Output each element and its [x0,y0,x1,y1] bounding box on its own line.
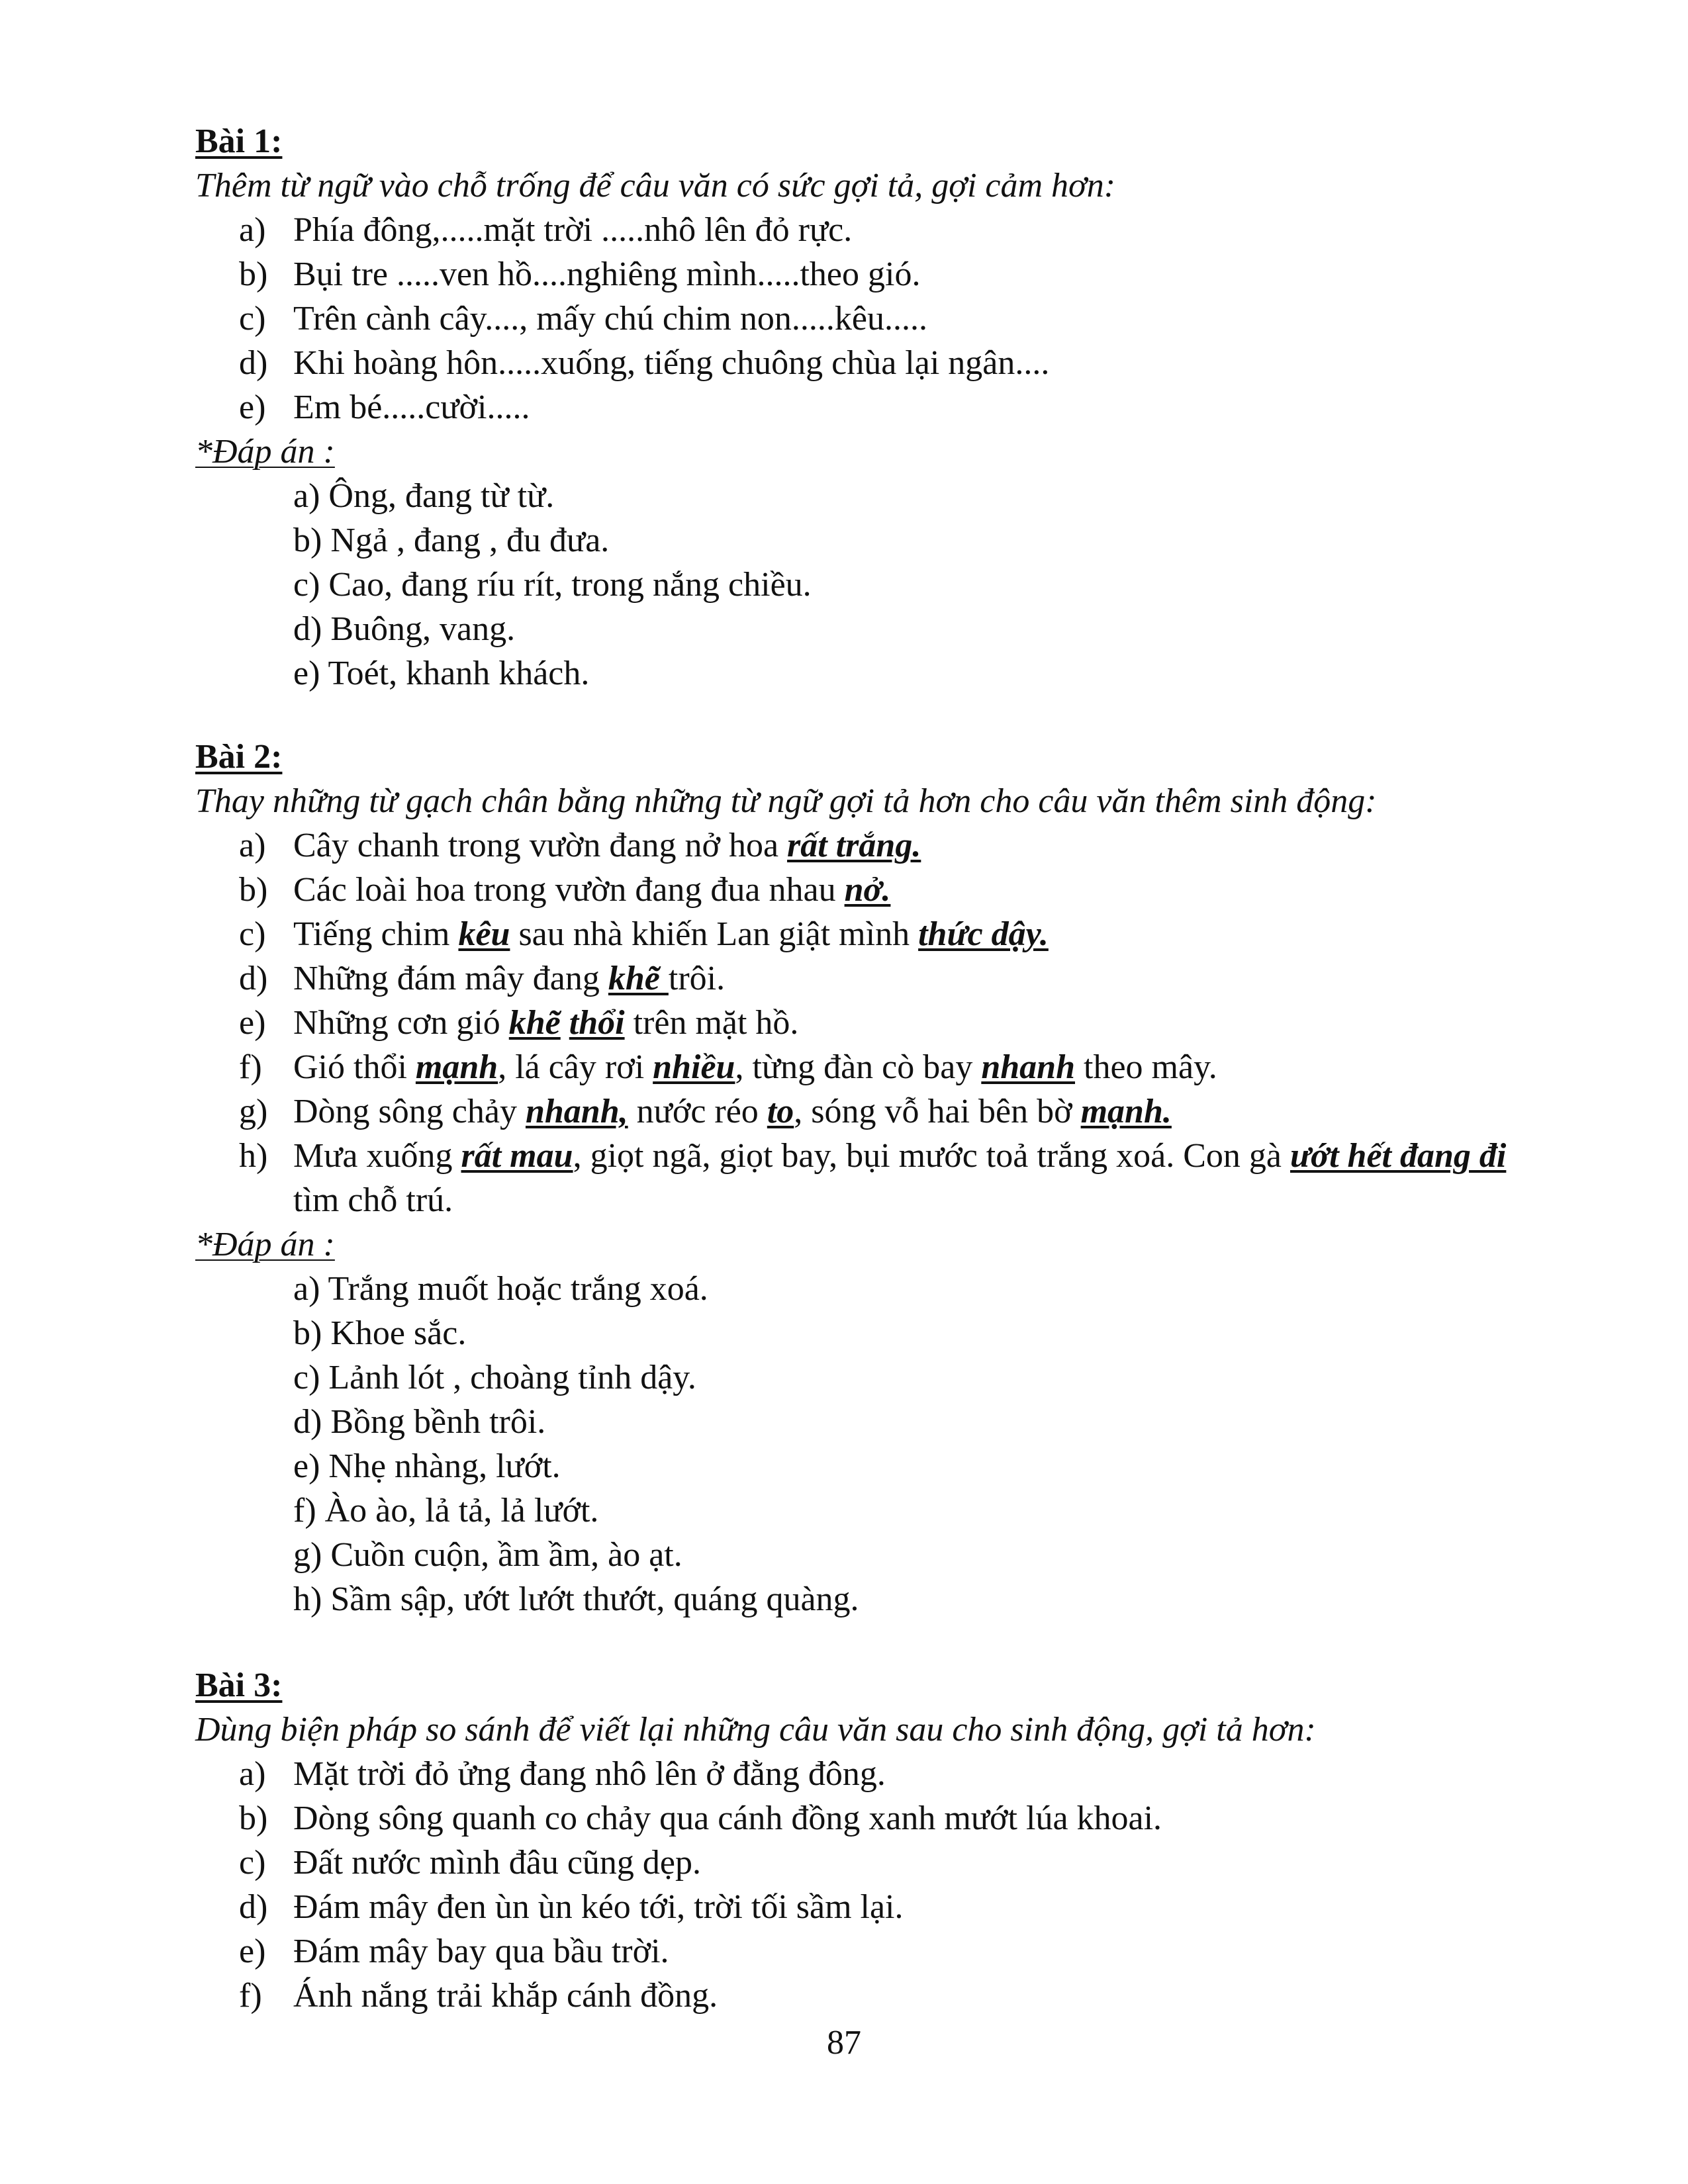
answer-item: a) Ông, đang từ từ. [293,477,555,515]
item-text: Trên cành cây...., mấy chú chim non.....kêu..... [293,300,927,338]
question-list [195,208,1546,430]
item-label: a) [239,1755,266,1793]
item-text: Phía đông,.....mặt trời .....nhô lên đỏ rực. [293,211,853,249]
underlined-word: kêu [458,915,510,953]
underlined-word: rất trắng. [787,827,921,864]
item-text: , lá cây rơi [498,1048,653,1086]
underlined-word: mạnh. [1080,1093,1172,1130]
item-label: e) [239,388,266,426]
underlined-word: nhanh [981,1048,1076,1086]
item-text: Dòng sông quanh co chảy qua cánh đồng xanh mướt lúa khoai. [293,1799,1162,1837]
exercise-heading: Bài 1: [195,122,283,160]
exercise-instruction: Thay những từ gạch chân bằng những từ ngữ gợi tả hơn cho câu văn thêm sinh động: [195,782,1377,820]
answer-list [195,1267,1546,1621]
underlined-word: khẽ [608,960,669,997]
underlined-word: thổi [569,1004,625,1042]
answer-list [195,474,1546,696]
question-item [195,341,1546,385]
question-item [195,1752,1546,1796]
question-item [195,1089,1546,1134]
question-item [195,1134,1546,1222]
item-text: Khi hoàng hôn.....xuống, tiếng chuông chùa lại ngân.... [293,344,1050,382]
answer-title: *Đáp án : [195,1226,335,1263]
underlined-word: nhanh, [525,1093,628,1130]
answer-item: a) Trắng muốt hoặc trắng xoá. [293,1270,708,1308]
question-list [195,1752,1546,2018]
exercise-2 [195,735,1546,1621]
underlined-word: rất mau [461,1137,573,1175]
question-item [195,912,1546,956]
item-text: Mưa xuống [293,1137,461,1175]
item-text: Mặt trời đỏ ửng đang nhô lên ở đằng đông. [293,1755,886,1793]
question-item [195,385,1546,430]
question-item [195,1929,1546,1974]
item-label: a) [239,211,266,249]
answer-item: d) Bồng bềnh trôi. [293,1403,546,1441]
answer-item: e) Toét, khanh khách. [293,655,590,692]
item-label: c) [239,1844,266,1882]
item-text: Các loài hoa trong vườn đang đua nhau [293,871,845,909]
item-text: Đất nước mình đâu cũng dẹp. [293,1844,701,1882]
underlined-word: mạnh [415,1048,498,1086]
question-item [195,252,1546,296]
item-text: sau nhà khiến Lan giật mình [510,915,919,953]
question-item [195,868,1546,912]
item-text: Đám mây bay qua bầu trời. [293,1933,669,1970]
answer-item: c) Lảnh lót , choàng tỉnh dậy. [293,1359,696,1396]
item-text: Những đám mây đang [293,960,608,997]
item-label: f) [239,1048,262,1086]
answer-item: c) Cao, đang ríu rít, trong nắng chiều. [293,566,812,604]
item-text: trên mặt hồ. [624,1004,799,1042]
exercise-instruction: Thêm từ ngữ vào chỗ trống để câu văn có sức gợi tả, gợi cảm hơn: [195,167,1116,205]
item-label: e) [239,1933,266,1970]
question-item [195,1885,1546,1929]
answer-item: g) Cuồn cuộn, ầm ầm, ào ạt. [293,1536,682,1574]
answer-item: h) Sầm sập, ướt lướt thướt, quáng quàng. [293,1580,859,1618]
question-item [195,1001,1546,1045]
item-text: Em bé.....cười..... [293,388,530,426]
item-text: Bụi tre .....ven hồ....nghiêng mình.....theo gió. [293,255,921,293]
exercise-1 [195,119,1546,696]
item-text: Những cơn gió [293,1004,509,1042]
item-text: trôi. [668,960,726,997]
question-item [195,296,1546,341]
question-item [195,208,1546,252]
item-label: a) [239,827,266,864]
answer-item: b) Ngả , đang , đu đưa. [293,522,610,559]
item-label: h) [239,1137,268,1175]
exercise-heading: Bài 2: [195,738,283,776]
item-label: b) [239,871,268,909]
item-label: d) [239,344,268,382]
question-item [195,1045,1546,1089]
item-label: c) [239,300,266,338]
item-text: tìm chỗ trú. [293,1181,453,1219]
exercise-3 [195,1663,1546,2018]
question-item [195,1974,1546,2018]
answer-title: *Đáp án : [195,433,335,471]
underlined-word: thức dậy. [918,915,1049,953]
item-text [561,1004,569,1042]
exercise-instruction: Dùng biện pháp so sánh để viết lại những câu văn sau cho sinh động, gợi tả hơn: [195,1711,1316,1749]
item-label: b) [239,1799,268,1837]
item-text: theo mây. [1075,1048,1217,1086]
underlined-word: to [767,1093,794,1130]
item-label: b) [239,255,268,293]
item-text: , từng đàn cò bay [735,1048,982,1086]
question-list [195,823,1546,1222]
answer-item: e) Nhẹ nhàng, lướt. [293,1447,561,1485]
item-text: Cây chanh trong vườn đang nở hoa [293,827,788,864]
answer-item: b) Khoe sắc. [293,1314,467,1352]
answer-item: d) Buông, vang. [293,610,516,648]
question-item [195,823,1546,868]
item-text: , sóng vỗ hai bên bờ [794,1093,1081,1130]
question-item [195,1796,1546,1841]
item-text: , giọt ngã, giọt bay, bụi mước toả trắng xoá. Con gà [573,1137,1291,1175]
page-number: 87 [827,2024,861,2062]
item-text: Tiếng chim [293,915,459,953]
underlined-word: ướt hết đang đi [1290,1137,1507,1175]
item-text: Dòng sông chảy [293,1093,526,1130]
question-item [195,1841,1546,1885]
underlined-word: nở. [844,871,891,909]
answer-item: f) Ào ào, lả tả, lả lướt. [293,1492,599,1529]
item-label: e) [239,1004,266,1042]
item-label: d) [239,1888,268,1926]
item-label: f) [239,1977,262,2015]
underlined-word: nhiều [653,1048,735,1086]
item-label: c) [239,915,266,953]
item-text: Gió thổi [293,1048,416,1086]
item-label: g) [239,1093,268,1130]
question-item [195,956,1546,1001]
item-text: Ánh nắng trải khắp cánh đồng. [293,1977,718,2015]
item-text: nước réo [628,1093,767,1130]
underlined-word: khẽ [508,1004,561,1042]
exercise-heading: Bài 3: [195,1666,283,1704]
item-text: Đám mây đen ùn ùn kéo tới, trời tối sầm lại. [293,1888,904,1926]
item-label: d) [239,960,268,997]
